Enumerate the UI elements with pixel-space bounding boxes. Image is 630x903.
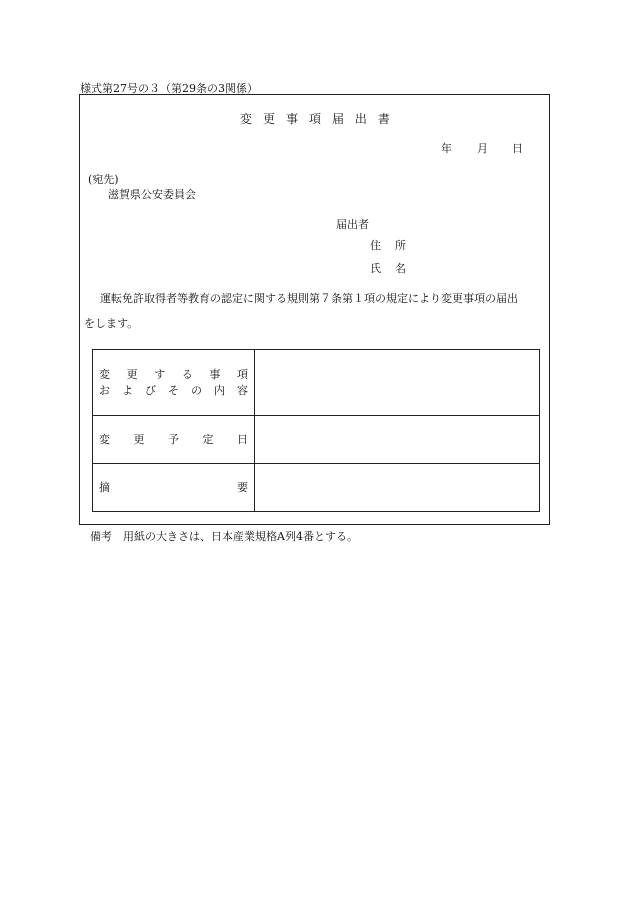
submitter-label: 届出者	[336, 218, 369, 231]
table-row	[93, 464, 540, 512]
planned-date-label	[99, 432, 248, 448]
date-year-label: 年	[441, 142, 452, 155]
body-text-line-2: をします。	[84, 317, 139, 330]
document-title	[240, 110, 390, 127]
distributed-char: 事	[285, 112, 298, 126]
table-row	[93, 350, 540, 416]
summary-value-cell[interactable]	[255, 464, 540, 512]
distributed-char: 更	[262, 112, 275, 126]
distributed-char: び	[145, 383, 156, 397]
distributed-char: 書	[377, 112, 390, 126]
table-row	[93, 416, 540, 464]
distributed-char: 内	[214, 383, 225, 397]
distributed-char: 変	[99, 367, 110, 381]
distributed-char: 容	[237, 383, 248, 397]
distributed-char: 住	[370, 239, 381, 252]
addressee-name: 滋賀県公安委員会	[108, 188, 196, 201]
distributed-char: 変	[99, 432, 110, 446]
summary-label	[99, 480, 248, 496]
date-month-label: 月	[477, 142, 488, 155]
distributed-char: 日	[237, 432, 248, 446]
distributed-char: 更	[133, 432, 145, 446]
distributed-char: 予	[168, 432, 179, 446]
distributed-char: 項	[236, 367, 248, 381]
form-caption: 様式第27号の３（第29条の3関係）	[80, 82, 258, 95]
body-text-line-1: 運転免許取得者等教育の認定に関する規則第７条第１項の規定により変更事項の届出	[100, 292, 518, 305]
distributed-char: 摘	[99, 480, 110, 494]
distributed-char: お	[99, 383, 110, 397]
distributed-char: 事	[209, 367, 221, 381]
change-items-label-line-2	[99, 383, 248, 399]
change-items-label-line-1	[99, 367, 248, 383]
distributed-char: 更	[126, 367, 138, 381]
distributed-char: よ	[122, 383, 133, 397]
distributed-char: 氏	[370, 262, 381, 275]
distributed-char: す	[154, 367, 166, 381]
distributed-char: 所	[395, 239, 406, 252]
summary-label-cell	[93, 464, 255, 512]
distributed-char: 変	[240, 112, 253, 126]
distributed-char: る	[181, 367, 193, 381]
planned-date-value-cell[interactable]	[255, 416, 540, 464]
distributed-char: 名	[395, 262, 406, 275]
distributed-char: そ	[168, 383, 179, 397]
distributed-char: 定	[202, 432, 214, 446]
remarks-note: 備考 用紙の大きさは、日本産業規格A列4番とする。	[90, 530, 358, 543]
distributed-char: の	[191, 383, 202, 397]
addressee-prefix: (宛先)	[88, 173, 119, 186]
change-items-label-cell	[93, 350, 255, 416]
distributed-char: 要	[237, 480, 248, 494]
submitter-address-label	[370, 237, 406, 253]
change-items-table	[92, 349, 540, 512]
submitter-name-label	[370, 260, 406, 276]
distributed-char: 届	[331, 112, 344, 126]
distributed-char: 項	[308, 112, 321, 126]
planned-date-label-cell	[93, 416, 255, 464]
change-items-value-cell[interactable]	[255, 350, 540, 416]
distributed-char: 出	[354, 112, 367, 126]
date-day-label: 日	[512, 142, 523, 155]
